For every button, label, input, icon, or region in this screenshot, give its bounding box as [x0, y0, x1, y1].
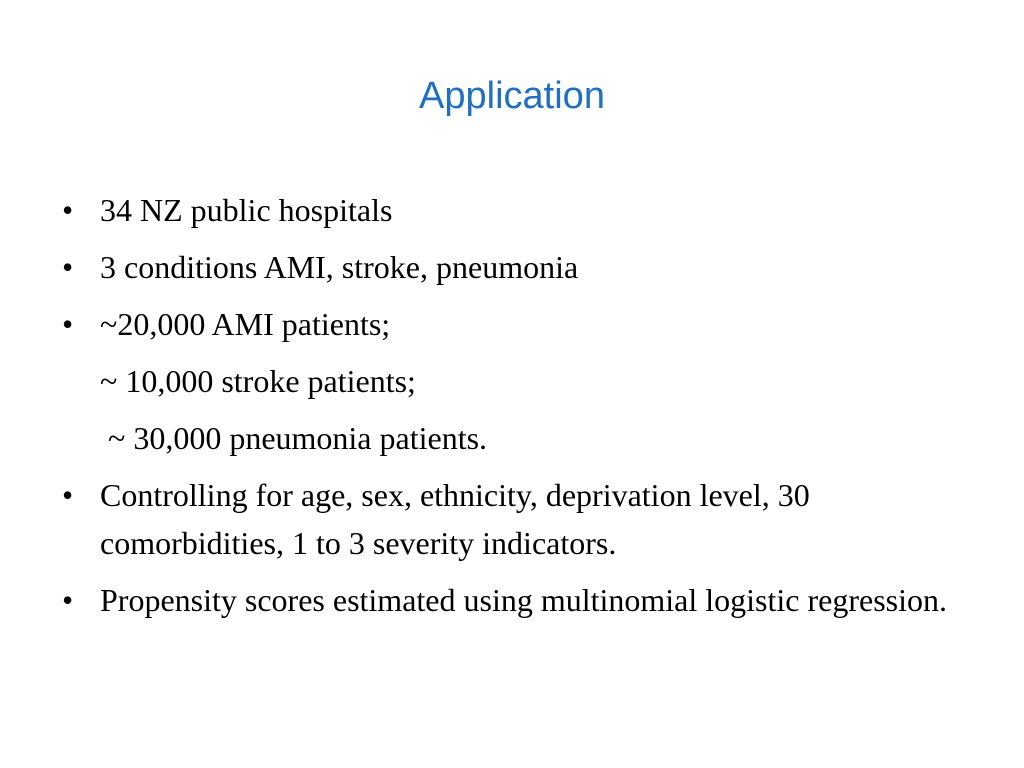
bullet-list	[62, 186, 962, 633]
list-item	[62, 576, 962, 624]
list-item-text: ~ 10,000 stroke patients;	[100, 363, 416, 399]
list-item-text: Propensity scores estimated using multinomial logistic regression.	[100, 582, 947, 618]
list-item	[62, 300, 962, 348]
bullet-icon: •	[62, 306, 74, 342]
list-item-continuation	[62, 357, 962, 405]
list-item	[62, 471, 962, 567]
list-item-text: ~20,000 AMI patients;	[100, 306, 391, 342]
slide-title: Application	[419, 75, 605, 117]
list-item-continuation	[62, 414, 962, 462]
bullet-icon: •	[62, 192, 74, 228]
list-item	[62, 186, 962, 234]
list-item-text: 34 NZ public hospitals	[100, 192, 393, 228]
bullet-icon: •	[62, 582, 74, 618]
list-item-text: 3 conditions AMI, stroke, pneumonia	[100, 249, 579, 285]
list-item-text: Controlling for age, sex, ethnicity, deprivation level, 30 comorbidities, 1 to 3 severity indicators.	[100, 477, 810, 561]
bullet-icon: •	[62, 477, 74, 513]
list-item-text: ~ 30,000 pneumonia patients.	[108, 420, 488, 456]
list-item	[62, 243, 962, 291]
bullet-icon: •	[62, 249, 74, 285]
